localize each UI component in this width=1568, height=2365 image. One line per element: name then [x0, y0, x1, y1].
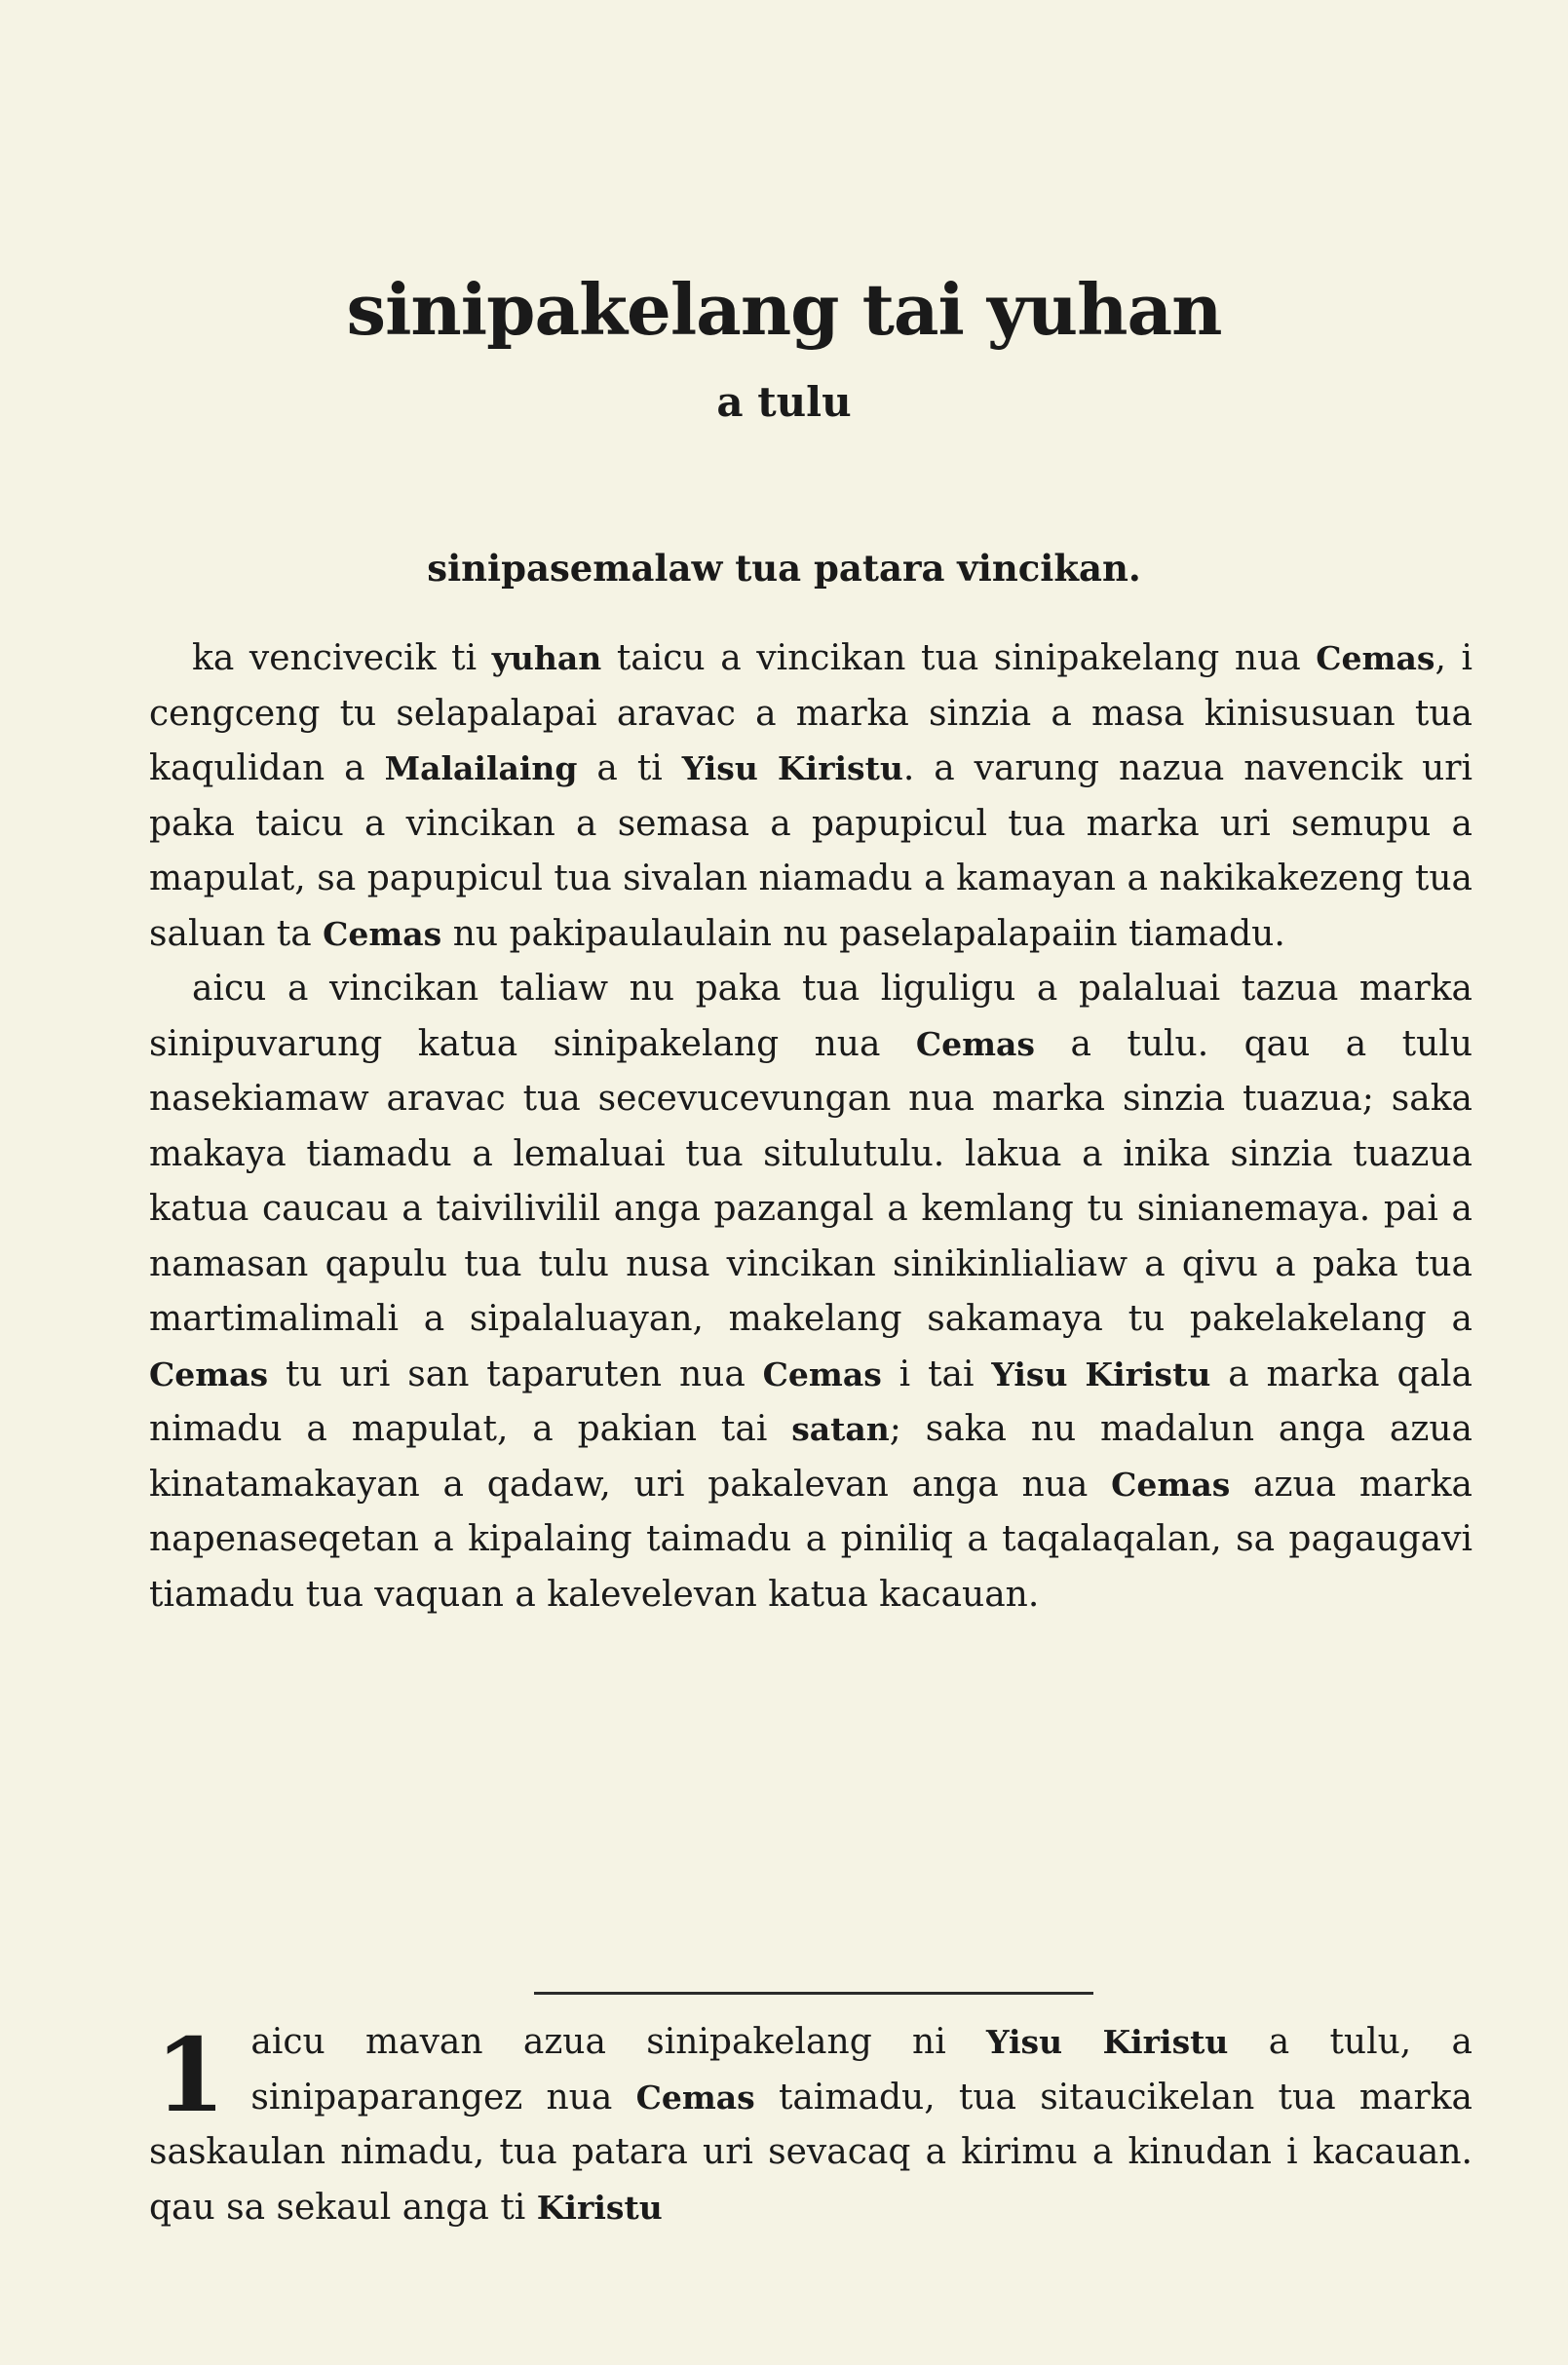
chapter-number: 1	[155, 2015, 226, 2135]
introduction	[149, 631, 1472, 1622]
bold-term: Yisu Kiristu	[986, 2023, 1229, 2061]
chapter-paragraph	[149, 2015, 1472, 2235]
intro-paragraph	[149, 962, 1472, 1622]
bold-term: Cemas	[149, 1354, 269, 1393]
bold-term: Malailaing	[384, 749, 578, 787]
text-run: taicu a vincikan tua sinipakelang nua	[601, 638, 1317, 678]
bold-term: Cemas	[1316, 639, 1435, 677]
bold-term: Yisu Kiristu	[681, 749, 903, 787]
text-run: ; saka nu madalun anga azua kinatamakayan a qadaw, uri pakalevan anga nua	[149, 1409, 1472, 1505]
text-run: aicu mavan azua sinipakelang ni	[250, 2022, 987, 2062]
bold-term: Cemas	[915, 1024, 1036, 1063]
text-run: i tai	[881, 1354, 992, 1394]
text-run: a tulu. qau a tulu nasekiamaw aravac tua secevucevungan nua marka sinzia tuazua; saka makaya tiamadu a lemaluai tua situlutulu. lakua a inika sinzia tuazua katua caucau a taivilivilil anga pazangal a kemlang tu sinianemaya. pai a namasan qapulu tua tulu nusa vincikan sinikinlialiaw a qivu a paka tua martimalimali a sipalaluayan, makelang sakamaya tu pakelakelang a	[149, 1023, 1472, 1339]
text-run: . a varung nazua navencik uri paka taicu a vincikan a semasa a papupicul tua marka uri semupu a mapulat, sa papupicul tua sivalan niamadu a kamayan a nakikakezeng tua saluan ta	[149, 748, 1473, 954]
intro-paragraph	[149, 631, 1472, 962]
text-run: , i cengceng tu selapalapai aravac a marka sinzia a masa kinisusuan tua kaqulidan a	[149, 638, 1472, 788]
section-divider	[534, 1992, 1093, 1995]
text-run: nu pakipaulaulain nu paselapalapaiin tiamadu.	[441, 913, 1285, 954]
book-subtitle: a tulu	[716, 378, 852, 426]
bold-term: Cemas	[323, 914, 442, 953]
text-run: azua marka napenaseqetan a kipalaing taimadu a piniliq a taqalaqalan, sa pagaugavi tiamadu tua vaquan a kalevelevan katua kacauan.	[149, 1464, 1472, 1615]
text-run: a ti	[577, 748, 682, 788]
text-run: ka vencivecik ti	[192, 638, 492, 678]
bold-term: yuhan	[491, 639, 602, 677]
bold-term: satan	[791, 1410, 890, 1448]
section-heading: sinipasemalaw tua patara vincikan.	[427, 547, 1141, 590]
bold-term: Yisu Kiristu	[991, 1354, 1211, 1393]
bold-term: Cemas	[1111, 1465, 1231, 1504]
bold-term: Kiristu	[536, 2188, 663, 2227]
text-run: aicu a vincikan taliaw nu paka tua liguligu a palaluai tazua marka sinipuvarung katua sinipakelang nua	[149, 969, 1472, 1064]
text-run: a marka qala nimadu a mapulat, a pakian tai	[149, 1354, 1473, 1449]
text-run: a tulu, a sinipaparangez nua	[250, 2022, 1472, 2117]
text-run: taimadu, tua sitaucikelan tua marka saskaulan nimadu, tua patara uri sevacaq a kirimu a kinudan i kacauan. qau sa sekaul anga ti	[149, 2077, 1472, 2228]
bold-term: Cemas	[762, 1354, 882, 1393]
bold-term: Cemas	[635, 2078, 755, 2117]
book-title: sinipakelang tai yuhan	[346, 268, 1222, 351]
text-run: tu uri san taparuten nua	[268, 1354, 763, 1394]
chapter-text	[149, 2015, 1472, 2235]
